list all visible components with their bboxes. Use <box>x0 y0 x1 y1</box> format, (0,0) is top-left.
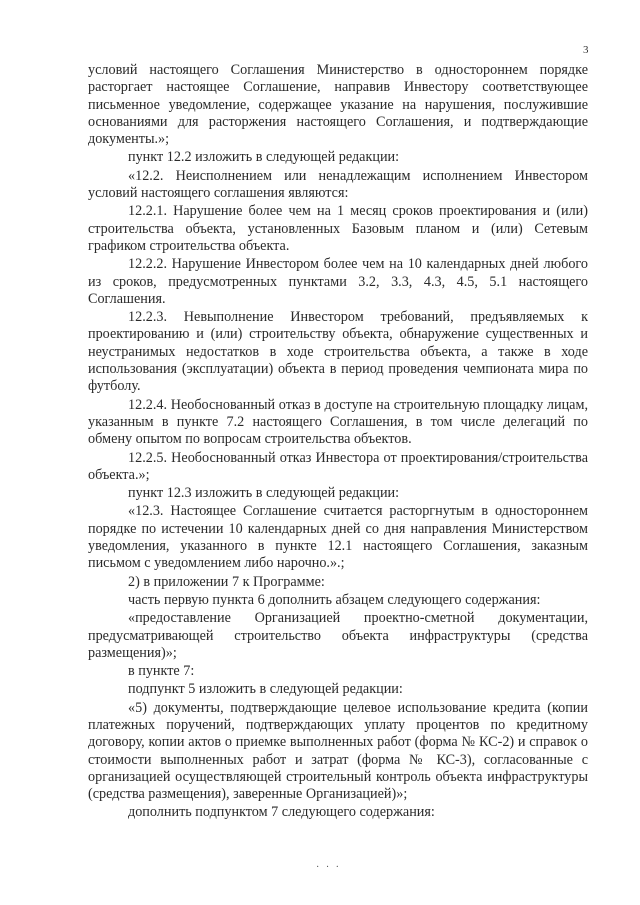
paragraph: «12.3. Настоящее Соглашение считается расторгнутым в одностороннем порядке по истечении 10 календарных дней со дня направления Министерством уведомления, указанного в пункте 12.1 настоящего Соглашения, заказным письмом с уведомлением либо нарочно.».; <box>88 503 588 572</box>
document-body <box>88 62 588 822</box>
paragraph: часть первую пункта 6 дополнить абзацем следующего содержания: <box>128 591 541 608</box>
paragraph: дополнить подпунктом 7 следующего содержания: <box>128 804 435 821</box>
paragraph: 12.2.3. Невыполнение Инвестором требований, предъявляемых к проектированию и (или) строительству объекта, обнаружение существенных и неустранимых недостатков в ходе строительства объекта, а также в ходе использования (эксплуатации) объекта в период проведения чемпионата мира по футболу. <box>88 309 588 395</box>
paragraph: «5) документы, подтверждающие целевое использование кредита (копии платежных поручений, подтверждающих уплату процентов по кредитному договору, копии актов о приемке выполненных работ (форма № КС-2) и справок о стоимости выполненных работ и затрат (форма № КС-3), согласованные с организацией осуществляющей строительный контроль объекта инфраструктуры (средства размещения), заверенные Организацией)»; <box>88 699 588 803</box>
paragraph: 12.2.5. Необоснованный отказ Инвестора от проектирования/строительства объекта.»; <box>88 449 588 483</box>
page-number: 3 <box>583 44 589 56</box>
paragraph: «12.2. Неисполнением или ненадлежащим исполнением Инвестором условий настоящего соглашения являются: <box>88 167 588 202</box>
paragraph: 12.2.2. Нарушение Инвестором более чем на 10 календарных дней любого из сроков, предусмотренных пунктами 3.2, 3.3, 4.3, 4.5, 5.1 настоящего Соглашения. <box>88 256 588 307</box>
paragraph: условий настоящего Соглашения Министерство в одностороннем порядке расторгает настоящее Соглашение, направив Инвестору соответствующее письменное уведомление, содержащее указание на нарушения, послужившие основаниями для расторжения настоящего Соглашения, и подтверждающие документы.»; <box>88 62 588 148</box>
paragraph: подпункт 5 изложить в следующей редакции: <box>128 681 403 698</box>
paragraph: 12.2.4. Необоснованный отказ в доступе на строительную площадку лицам, указанным в пункте 7.2 настоящего Соглашения, в том числе делегаций по обмену опытом по вопросам строительства объектов. <box>88 396 588 448</box>
paragraph: 12.2.1. Нарушение более чем на 1 месяц сроков проектирования и (или) строительства объекта, установленных Базовым планом и (или) Сетевым графиком строительства объекта. <box>88 203 588 254</box>
paragraph: пункт 12.3 изложить в следующей редакции: <box>128 485 400 502</box>
paragraph: «предоставление Организацией проектно-сметной документации, предусматривающей строительство объекта инфраструктуры (средства размещения)»; <box>88 610 588 661</box>
paragraph: в пункте 7: <box>128 663 195 680</box>
footer-mark: · · · <box>316 862 341 873</box>
paragraph: 2) в приложении 7 к Программе: <box>128 573 325 590</box>
paragraph: пункт 12.2 изложить в следующей редакции: <box>128 149 400 166</box>
